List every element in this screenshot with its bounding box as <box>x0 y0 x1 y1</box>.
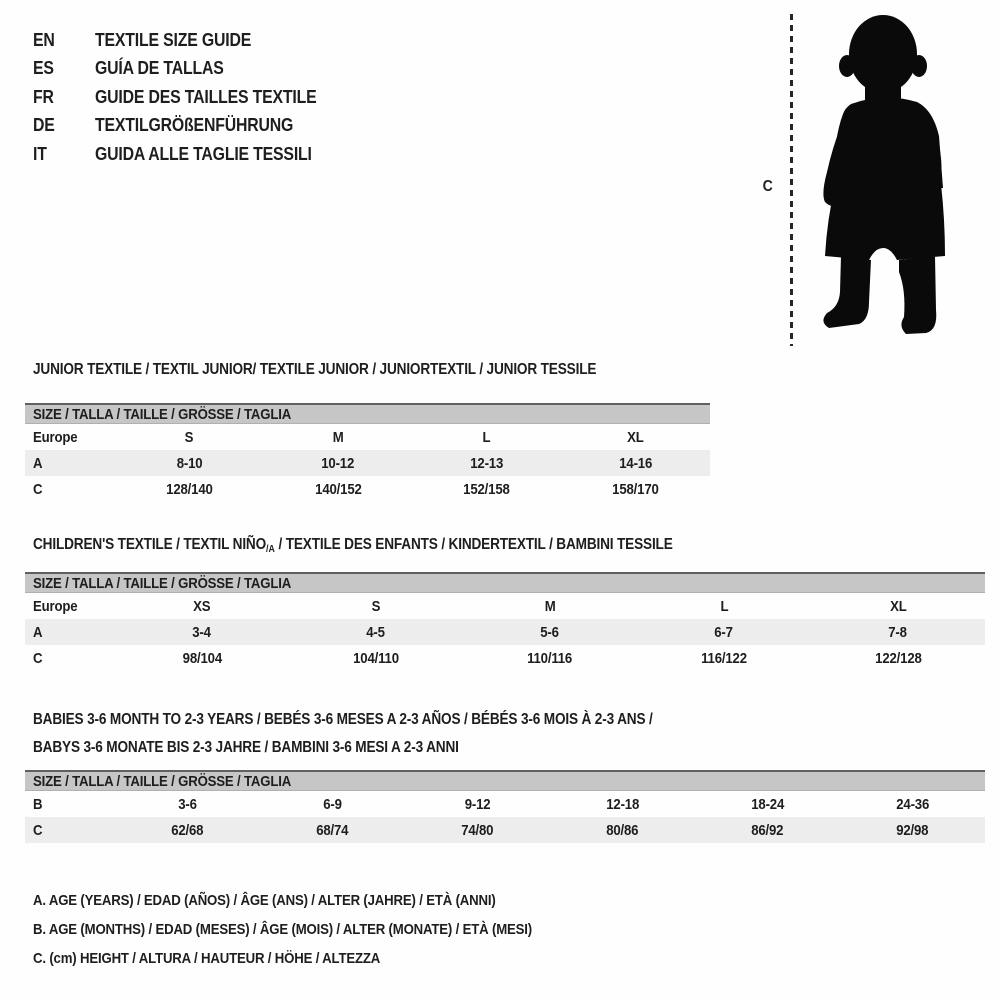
region-label: Europe <box>33 428 78 446</box>
table-value: 62/68 <box>171 821 204 839</box>
language-title: GUIDE DES TAILLES TEXTILE <box>95 86 317 107</box>
table-value: 158/170 <box>612 480 659 498</box>
table-value: 6-7 <box>714 623 734 641</box>
table-value: 86/92 <box>751 821 784 839</box>
size-header-bar: SIZE / TALLA / TAILLE / GRÖSSE / TAGLIA <box>25 403 710 424</box>
size-header: XL <box>627 428 644 446</box>
table-row-age-months <box>25 791 985 817</box>
table-value: 12-13 <box>470 454 504 472</box>
size-header: XS <box>193 597 211 615</box>
row-label: C <box>33 480 43 498</box>
row-label: C <box>33 821 43 839</box>
language-code: FR <box>33 86 54 107</box>
language-row-en <box>33 26 347 55</box>
region-label: Europe <box>33 597 78 615</box>
baby-silhouette <box>805 8 955 348</box>
size-header: L <box>720 597 728 615</box>
table-value: 12-18 <box>606 795 639 813</box>
babies-size-table <box>25 770 985 843</box>
size-header: XL <box>889 597 907 615</box>
table-value: 80/86 <box>606 821 639 839</box>
height-measure-label: C <box>762 178 773 195</box>
junior-size-table <box>25 403 710 502</box>
language-title: GUÍA DE TALLAS <box>95 58 224 79</box>
junior-section-title: JUNIOR TEXTILE / TEXTIL JUNIOR/ TEXTILE JUNIOR / JUNIORTEXTIL / JUNIOR TESSILE <box>33 361 597 378</box>
table-value: 110/116 <box>527 649 573 667</box>
table-value: 68/74 <box>316 821 349 839</box>
table-value: 24-36 <box>896 795 929 813</box>
babies-section-title: BABIES 3-6 MONTH TO 2-3 YEARS / BEBÉS 3-6 MESES A 2-3 AÑOS / BÉBÉS 3-6 MOIS À 2-3 ANS / BABYS 3-6 MONATE BIS 2-3 JAHRE / BAMBINI 3-6 MESI A 2-3 ANNI <box>33 711 653 756</box>
table-value: 98/104 <box>182 649 222 667</box>
language-code: EN <box>33 29 55 50</box>
table-value: 122/128 <box>874 649 922 667</box>
language-row-de <box>33 112 347 141</box>
table-value: 140/152 <box>314 480 362 498</box>
footnote-c: C. (cm) HEIGHT / ALTURA / HAUTEUR / HÖHE / ALTEZZA <box>33 950 381 967</box>
language-title: GUIDA ALLE TAGLIE TESSILI <box>95 143 312 164</box>
size-header: M <box>332 428 344 446</box>
table-value: 9-12 <box>464 795 491 813</box>
language-row-fr <box>33 83 347 112</box>
table-value: 8-10 <box>176 454 203 472</box>
size-header: M <box>544 597 556 615</box>
table-value: 18-24 <box>751 795 784 813</box>
language-code: DE <box>33 115 55 136</box>
table-value: 5-6 <box>540 623 560 641</box>
table-value: 4-5 <box>366 623 386 641</box>
footnote-legend <box>33 886 600 973</box>
row-label: A <box>33 623 43 641</box>
table-value: 3-6 <box>178 795 197 813</box>
table-value: 104/110 <box>353 649 399 667</box>
row-label: C <box>33 649 43 667</box>
height-dotted-line <box>790 14 793 346</box>
table-row-height <box>25 817 985 843</box>
children-section-title: CHILDREN'S TEXTILE / TEXTIL NIÑO/A / TEXTILE DES ENFANTS / KINDERTEXTIL / BAMBINI TESSILE <box>33 536 673 555</box>
table-value: 10-12 <box>321 454 355 472</box>
table-value: 152/158 <box>463 480 511 498</box>
table-columns-row <box>25 424 710 450</box>
language-title-list <box>33 26 347 169</box>
baby-height-figure <box>760 6 970 351</box>
size-header: S <box>185 428 194 446</box>
language-row-it <box>33 140 347 169</box>
language-code: ES <box>33 58 54 79</box>
table-value: 14-16 <box>619 454 653 472</box>
table-value: 116/122 <box>701 649 747 667</box>
footnote-b: B. AGE (MONTHS) / EDAD (MESES) / ÂGE (MOIS) / ALTER (MONATE) / ETÀ (MESI) <box>33 921 533 938</box>
table-value: 92/98 <box>896 821 929 839</box>
row-label: B <box>33 795 43 813</box>
table-columns-row <box>25 593 985 619</box>
language-code: IT <box>33 143 47 164</box>
table-value: 128/140 <box>166 480 213 498</box>
size-header: L <box>482 428 491 446</box>
size-header-bar: SIZE / TALLA / TAILLE / GRÖSSE / TAGLIA <box>25 770 985 791</box>
size-header-bar: SIZE / TALLA / TAILLE / GRÖSSE / TAGLIA <box>25 572 985 593</box>
children-size-table <box>25 572 985 671</box>
footnote-a: A. AGE (YEARS) / EDAD (AÑOS) / ÂGE (ANS) / ALTER (JAHRE) / ETÀ (ANNI) <box>33 892 496 909</box>
language-title: TEXTILGRÖßENFÜHRUNG <box>95 115 294 136</box>
table-row-age <box>25 450 710 476</box>
table-value: 6-9 <box>323 795 342 813</box>
row-label: A <box>33 454 43 472</box>
table-value: 3-4 <box>192 623 212 641</box>
table-row-age <box>25 619 985 645</box>
table-row-height <box>25 476 710 502</box>
table-value: 74/80 <box>461 821 494 839</box>
language-title: TEXTILE SIZE GUIDE <box>95 29 252 50</box>
size-header: S <box>371 597 381 615</box>
language-row-es <box>33 55 347 84</box>
table-row-height <box>25 645 985 671</box>
table-value: 7-8 <box>888 623 908 641</box>
nino-a-subscript: /A <box>266 544 275 555</box>
